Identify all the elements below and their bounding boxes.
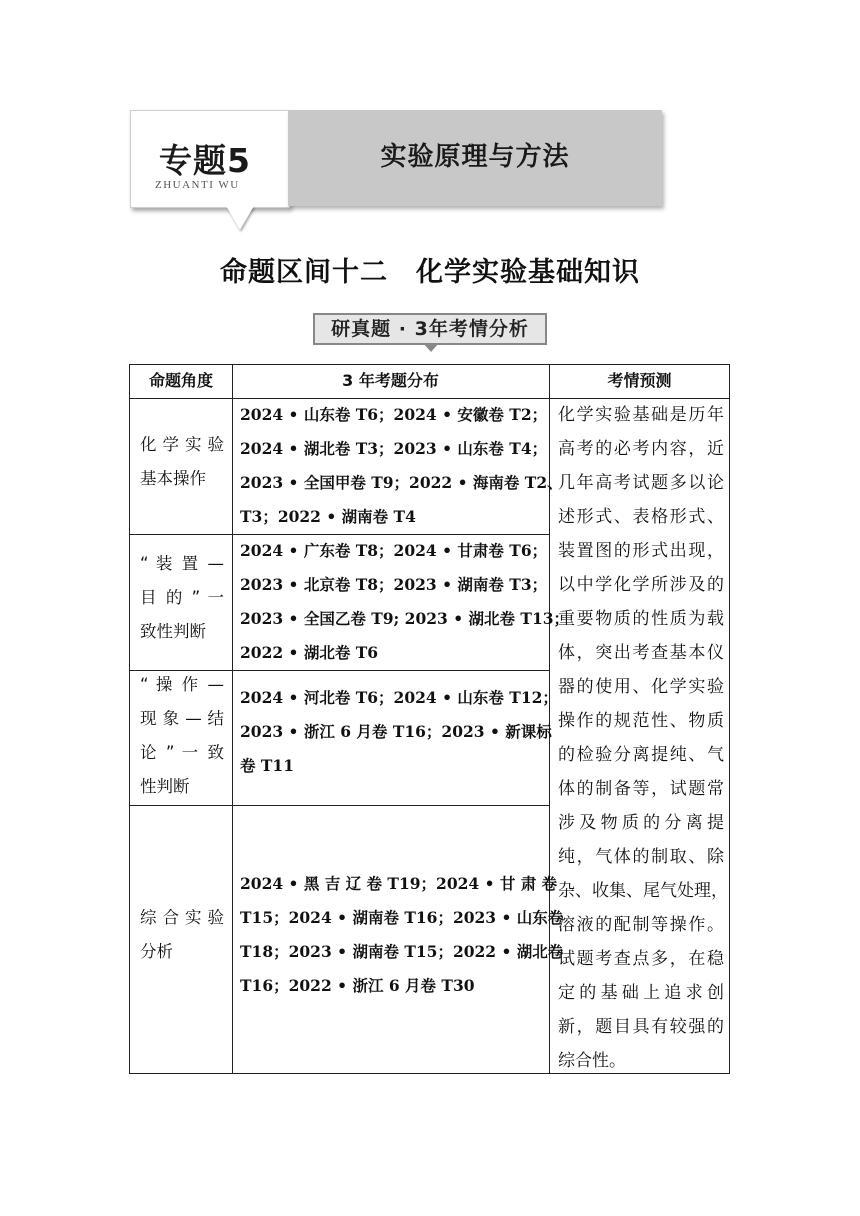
section-title: 命题区间十二 化学实验基础知识 [220, 257, 640, 288]
topic-title: 实验原理与方法 [380, 142, 570, 172]
table-divider [232, 365, 233, 1073]
prediction-line: 综合性。 [558, 1051, 626, 1071]
dist-line: 2024 • 山东卷 T6；2024 • 安徽卷 T2； [240, 405, 548, 424]
row-angle [140, 901, 224, 969]
angle-line: 致性判断 [140, 622, 206, 641]
dist-line: T16；2022 • 浙江 6 月卷 T30 [240, 976, 475, 995]
prediction-line: 涉及物质的分离提 [558, 813, 724, 833]
prediction-line: 体，突出考查基本仪 [558, 643, 724, 663]
prediction-line: 纯，气体的制取、除 [558, 847, 724, 867]
prediction-line: 操作的规范性、物质 [558, 711, 724, 731]
topic-badge [130, 110, 290, 208]
dist-line: 2024 • 黑 吉 辽 卷 T19；2024 • 甘 肃 卷 [240, 874, 558, 893]
prediction-line: 器的使用、化学实验 [558, 677, 724, 697]
banner-pointer [226, 206, 254, 230]
table-divider [130, 805, 549, 806]
topic-title-box [288, 110, 662, 206]
dist-line: 2024 • 广东卷 T8；2024 • 甘肃卷 T6； [240, 541, 548, 560]
tag-pointer [423, 343, 439, 352]
prediction-line: 高考的必考内容，近 [558, 439, 724, 459]
topic-pinyin: ZHUANTI WU [155, 179, 240, 191]
prediction-line: 化学实验基础是历年 [558, 405, 724, 425]
angle-line: 现 象 — 结 [140, 709, 224, 728]
dist-line: T3；2022 • 湖南卷 T4 [240, 507, 416, 526]
header-distribution: 3 年考题分布 [342, 371, 439, 390]
topic-banner [130, 110, 662, 206]
row-distribution [240, 534, 570, 670]
prediction-line: 定的基础上追求创 [558, 983, 724, 1003]
dist-line: 2023 • 北京卷 T8；2023 • 湖南卷 T3； [240, 575, 548, 594]
dist-line: 2023 • 全国甲卷 T9；2022 • 海南卷 T2、 [240, 473, 563, 492]
row-distribution [240, 867, 564, 1003]
topic-label: 专题5 [159, 141, 251, 180]
angle-line: “ 操 作 — [140, 675, 224, 694]
prediction-text [558, 398, 728, 1078]
row-angle [140, 668, 224, 804]
angle-line: 综 合 实 验 [140, 908, 224, 927]
row-distribution [240, 681, 558, 783]
prediction-line: 溶液的配制等操作。 [558, 915, 724, 935]
dist-line: 2023 • 全国乙卷 T9; 2023 • 湖北卷 T13； [240, 609, 570, 628]
row-angle [140, 428, 224, 496]
dist-line: 2024 • 湖北卷 T3；2023 • 山东卷 T4； [240, 439, 548, 458]
angle-line: 目 的 ” 一 [140, 588, 224, 607]
dist-line: T18；2023 • 湖南卷 T15；2022 • 湖北卷 [240, 942, 564, 961]
prediction-line: 杂、收集、尾气处理， [558, 881, 728, 901]
prediction-line: 试题考查点多，在稳 [558, 949, 724, 969]
prediction-line: 新，题目具有较强的 [558, 1017, 724, 1037]
analysis-tag [313, 313, 547, 345]
header-prediction: 考情预测 [607, 371, 672, 390]
prediction-line: 装置图的形式出现， [558, 541, 724, 561]
analysis-tag-label: 研真题 · 3年考情分析 [331, 318, 529, 340]
table-divider [549, 365, 550, 1073]
angle-line: 论 ” 一 致 [140, 743, 224, 762]
prediction-line: 体的制备等，试题常 [558, 779, 724, 799]
row-distribution [240, 398, 563, 534]
dist-line: 2024 • 河北卷 T6；2024 • 山东卷 T12； [240, 688, 558, 707]
dist-line: 卷 T11 [240, 756, 295, 775]
prediction-line: 重要物质的性质为载 [558, 609, 724, 629]
dist-line: 2022 • 湖北卷 T6 [240, 643, 379, 662]
angle-line: “ 装 置 — [140, 554, 224, 573]
angle-line: 基本操作 [140, 469, 206, 488]
prediction-line: 以中学化学所涉及的 [558, 575, 724, 595]
angle-line: 性判断 [140, 777, 190, 796]
prediction-line: 的检验分离提纯、气 [558, 745, 724, 765]
prediction-line: 述形式、表格形式、 [558, 507, 724, 527]
exam-analysis-table [129, 364, 730, 1074]
header-angle: 命题角度 [148, 371, 213, 390]
angle-line: 化 学 实 验 [140, 435, 224, 454]
row-angle [140, 547, 224, 649]
dist-line: 2023 • 浙江 6 月卷 T16；2023 • 新课标 [240, 722, 552, 741]
dist-line: T15；2024 • 湖南卷 T16；2023 • 山东卷 [240, 908, 564, 927]
prediction-line: 几年高考试题多以论 [558, 473, 724, 493]
angle-line: 分析 [140, 942, 173, 961]
